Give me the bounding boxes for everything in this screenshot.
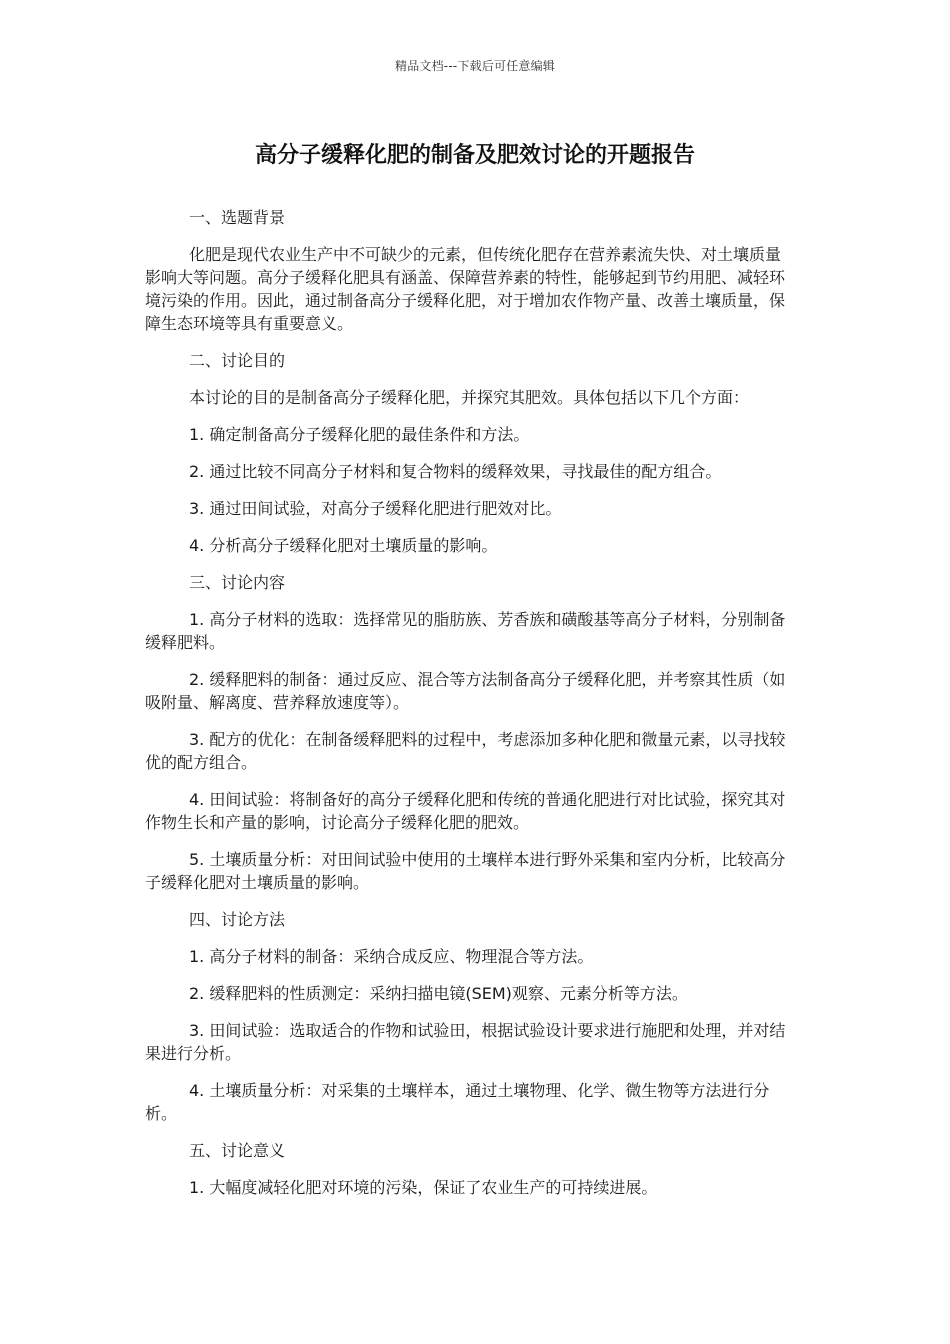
section-heading: 一、选题背景 <box>189 208 286 227</box>
document-body <box>145 206 795 1213</box>
list-item: 4. 田间试验：将制备好的高分子缓释化肥和传统的普通化肥进行对比试验，探究其对作物生长和产量的影响，讨论高分子缓释化肥的肥效。 <box>145 790 786 832</box>
list-item: 3. 配方的优化：在制备缓释肥料的过程中，考虑添加多种化肥和微量元素，以寻找较优的配方组合。 <box>145 730 786 772</box>
paragraph: 本讨论的目的是制备高分子缓释化肥，并探究其肥效。具体包括以下几个方面： <box>189 388 750 407</box>
list-item: 1. 大幅度减轻化肥对环境的污染，保证了农业生产的可持续进展。 <box>189 1178 658 1197</box>
list-item: 1. 确定制备高分子缓释化肥的最佳条件和方法。 <box>189 425 530 444</box>
list-item: 4. 分析高分子缓释化肥对土壤质量的影响。 <box>189 536 498 555</box>
list-item: 3. 田间试验：选取适合的作物和试验田，根据试验设计要求进行施肥和处理，并对结果进行分析。 <box>145 1021 786 1063</box>
list-item: 5. 土壤质量分析：对田间试验中使用的土壤样本进行野外采集和室内分析，比较高分子缓释化肥对土壤质量的影响。 <box>145 850 786 892</box>
section-heading: 二、讨论目的 <box>189 351 286 370</box>
list-item: 2. 缓释肥料的性质测定：采纳扫描电镜(SEM)观察、元素分析等方法。 <box>189 984 688 1003</box>
header-note: 精品文档---下载后可任意编辑 <box>395 59 555 73</box>
section-heading: 三、讨论内容 <box>189 573 286 592</box>
section-heading: 五、讨论意义 <box>189 1141 286 1160</box>
list-item: 1. 高分子材料的制备：采纳合成反应、物理混合等方法。 <box>189 947 594 966</box>
list-item: 2. 缓释肥料的制备：通过反应、混合等方法制备高分子缓释化肥，并考察其性质（如吸附量、解离度、营养释放速度等）。 <box>145 670 786 712</box>
list-item: 1. 高分子材料的选取：选择常见的脂肪族、芳香族和磺酸基等高分子材料，分别制备缓释肥料。 <box>145 610 786 652</box>
list-item: 2. 通过比较不同高分子材料和复合物料的缓释效果，寻找最佳的配方组合。 <box>189 462 722 481</box>
list-item: 3. 通过田间试验，对高分子缓释化肥进行肥效对比。 <box>189 499 562 518</box>
list-item: 4. 土壤质量分析：对采集的土壤样本，通过土壤物理、化学、微生物等方法进行分析。 <box>145 1081 770 1123</box>
section-heading: 四、讨论方法 <box>189 910 286 929</box>
paragraph: 化肥是现代农业生产中不可缺少的元素，但传统化肥存在营养素流失快、对土壤质量影响大等问题。高分子缓释化肥具有涵盖、保障营养素的特性，能够起到节约用肥、减轻环境污染的作用。因此，通过制备高分子缓释化肥，对于增加农作物产量、改善土壤质量，保障生态环境等具有重要意义。 <box>145 245 786 333</box>
document-title: 高分子缓释化肥的制备及肥效讨论的开题报告 <box>254 143 695 168</box>
